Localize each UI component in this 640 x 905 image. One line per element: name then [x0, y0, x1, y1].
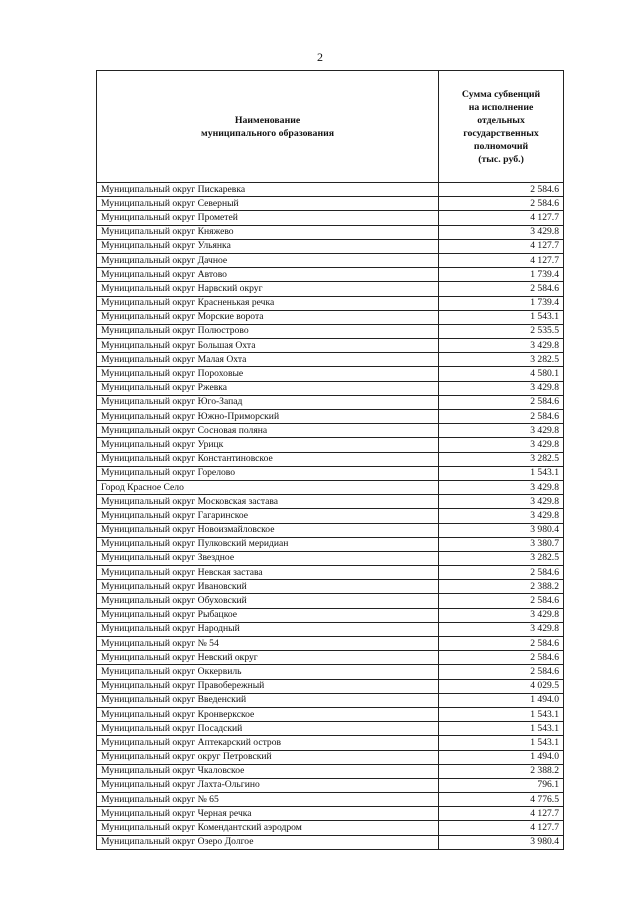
subvention-sum-cell: 1 494.0 — [439, 750, 564, 764]
table-row — [97, 637, 564, 651]
subvention-sum-cell: 2 535.5 — [439, 324, 564, 338]
subventions-table — [96, 70, 564, 850]
municipality-name-cell: Муниципальный округ Юго-Запад — [97, 395, 439, 409]
municipality-name-cell: Муниципальный округ Комендантский аэродром — [97, 821, 439, 835]
municipality-name-cell: Муниципальный округ Пороховые — [97, 367, 439, 381]
municipality-name-cell: Муниципальный округ Посадский — [97, 722, 439, 736]
municipality-name-cell: Муниципальный округ Введенский — [97, 693, 439, 707]
header-subvention-sum — [439, 71, 564, 183]
table-row — [97, 764, 564, 778]
municipality-name-cell: Муниципальный округ Гагаринское — [97, 509, 439, 523]
subvention-sum-cell: 3 282.5 — [439, 551, 564, 565]
table-row — [97, 424, 564, 438]
table-row — [97, 466, 564, 480]
subvention-sum-cell: 2 584.6 — [439, 594, 564, 608]
table-row — [97, 707, 564, 721]
municipality-name-cell: Муниципальный округ Прометей — [97, 211, 439, 225]
municipality-name-cell: Муниципальный округ Урицк — [97, 438, 439, 452]
table-row — [97, 608, 564, 622]
municipality-name-cell: Муниципальный округ Нарвский округ — [97, 282, 439, 296]
subvention-sum-cell: 3 429.8 — [439, 622, 564, 636]
municipality-name-cell: Муниципальный округ Невская застава — [97, 566, 439, 580]
subvention-sum-cell: 1 543.1 — [439, 707, 564, 721]
subvention-sum-cell: 1 739.4 — [439, 296, 564, 310]
subvention-sum-cell: 1 543.1 — [439, 310, 564, 324]
municipality-name-cell: Муниципальный округ Невский округ — [97, 651, 439, 665]
table-row — [97, 268, 564, 282]
municipality-name-cell: Муниципальный округ Северный — [97, 197, 439, 211]
header-sum-line: полномочий — [473, 140, 529, 152]
subvention-sum-cell: 2 584.6 — [439, 410, 564, 424]
subvention-sum-cell: 4 029.5 — [439, 679, 564, 693]
table-row — [97, 523, 564, 537]
subvention-sum-cell: 3 980.4 — [439, 835, 564, 849]
table-row — [97, 339, 564, 353]
subvention-sum-cell: 2 584.6 — [439, 183, 564, 197]
table-row — [97, 480, 564, 494]
subvention-sum-cell: 4 127.7 — [439, 807, 564, 821]
table-row — [97, 594, 564, 608]
table-row — [97, 736, 564, 750]
table-row — [97, 835, 564, 849]
table-row — [97, 537, 564, 551]
subvention-sum-cell: 2 584.6 — [439, 637, 564, 651]
subvention-sum-cell: 4 127.7 — [439, 821, 564, 835]
municipality-name-cell: Муниципальный округ Московская застава — [97, 495, 439, 509]
table-row — [97, 665, 564, 679]
municipality-name-cell: Муниципальный округ Ульянка — [97, 239, 439, 253]
subvention-sum-cell: 2 584.6 — [439, 566, 564, 580]
municipality-name-cell: Муниципальный округ Озеро Долгое — [97, 835, 439, 849]
subvention-sum-cell: 4 776.5 — [439, 793, 564, 807]
table-row — [97, 551, 564, 565]
municipality-name-cell: Муниципальный округ Пулковский меридиан — [97, 537, 439, 551]
header-sum-line: (тыс. руб.) — [478, 153, 524, 165]
table-row — [97, 778, 564, 792]
municipality-name-cell: Муниципальный округ Правобережный — [97, 679, 439, 693]
subvention-sum-cell: 3 429.8 — [439, 495, 564, 509]
municipality-name-cell: Муниципальный округ Красненькая речка — [97, 296, 439, 310]
municipality-name-cell: Муниципальный округ Рыбацкое — [97, 608, 439, 622]
table-row — [97, 367, 564, 381]
subvention-sum-cell: 2 388.2 — [439, 764, 564, 778]
table-row — [97, 679, 564, 693]
municipality-name-cell: Муниципальный округ Пискаревка — [97, 183, 439, 197]
subvention-sum-cell: 3 429.8 — [439, 424, 564, 438]
table-row — [97, 495, 564, 509]
subvention-sum-cell: 796.1 — [439, 778, 564, 792]
subvention-sum-cell: 3 980.4 — [439, 523, 564, 537]
subvention-sum-cell: 2 584.6 — [439, 651, 564, 665]
table-header-row — [97, 71, 564, 183]
table-row — [97, 793, 564, 807]
municipality-name-cell: Муниципальный округ № 54 — [97, 637, 439, 651]
subvention-sum-cell: 3 429.8 — [439, 509, 564, 523]
header-name-line: муниципального образования — [201, 127, 335, 139]
subvention-sum-cell: 1 543.1 — [439, 722, 564, 736]
subvention-sum-cell: 3 429.8 — [439, 339, 564, 353]
subvention-sum-cell: 3 429.8 — [439, 381, 564, 395]
header-municipality-name — [97, 71, 439, 183]
table-row — [97, 253, 564, 267]
table-row — [97, 438, 564, 452]
municipality-name-cell: Муниципальный округ Полюстрово — [97, 324, 439, 338]
municipality-name-cell: Муниципальный округ Морские ворота — [97, 310, 439, 324]
subvention-sum-cell: 3 429.8 — [439, 438, 564, 452]
municipality-name-cell: Муниципальный округ Большая Охта — [97, 339, 439, 353]
page-number: 2 — [317, 50, 323, 64]
subvention-sum-cell: 1 494.0 — [439, 693, 564, 707]
table-row — [97, 197, 564, 211]
subvention-sum-cell: 2 584.6 — [439, 282, 564, 296]
table-row — [97, 239, 564, 253]
municipality-name-cell: Муниципальный округ Константиновское — [97, 452, 439, 466]
header-sum-line: Сумма субвенций — [461, 88, 541, 100]
subvention-sum-cell: 3 429.8 — [439, 480, 564, 494]
municipality-name-cell: Муниципальный округ Горелово — [97, 466, 439, 480]
table-row — [97, 282, 564, 296]
table-row — [97, 324, 564, 338]
table-row — [97, 807, 564, 821]
table-row — [97, 353, 564, 367]
subvention-sum-cell: 2 388.2 — [439, 580, 564, 594]
subvention-sum-cell: 3 429.8 — [439, 225, 564, 239]
municipality-name-cell: Муниципальный округ Черная речка — [97, 807, 439, 821]
table-row — [97, 622, 564, 636]
municipality-name-cell: Муниципальный округ округ Петровский — [97, 750, 439, 764]
municipality-name-cell: Муниципальный округ Сосновая поляна — [97, 424, 439, 438]
table-row — [97, 183, 564, 197]
municipality-name-cell: Город Красное Село — [97, 480, 439, 494]
municipality-name-cell: Муниципальный округ № 65 — [97, 793, 439, 807]
table-row — [97, 452, 564, 466]
table-row — [97, 395, 564, 409]
municipality-name-cell: Муниципальный округ Княжево — [97, 225, 439, 239]
table-row — [97, 509, 564, 523]
municipality-name-cell: Муниципальный округ Дачное — [97, 253, 439, 267]
table-body — [97, 183, 564, 850]
table-row — [97, 566, 564, 580]
table-row — [97, 296, 564, 310]
subvention-sum-cell: 4 127.7 — [439, 253, 564, 267]
municipality-name-cell: Муниципальный округ Автово — [97, 268, 439, 282]
municipality-name-cell: Муниципальный округ Народный — [97, 622, 439, 636]
municipality-name-cell: Муниципальный округ Ржевка — [97, 381, 439, 395]
table-row — [97, 410, 564, 424]
table-row — [97, 722, 564, 736]
municipality-name-cell: Муниципальный округ Обуховский — [97, 594, 439, 608]
table-row — [97, 821, 564, 835]
subvention-sum-cell: 2 584.6 — [439, 665, 564, 679]
municipality-name-cell: Муниципальный округ Малая Охта — [97, 353, 439, 367]
municipality-name-cell: Муниципальный округ Кронверкское — [97, 707, 439, 721]
municipality-name-cell: Муниципальный округ Ивановский — [97, 580, 439, 594]
subvention-sum-cell: 4 127.7 — [439, 211, 564, 225]
subvention-sum-cell: 2 584.6 — [439, 395, 564, 409]
table-row — [97, 651, 564, 665]
table-row — [97, 693, 564, 707]
municipality-name-cell: Муниципальный округ Звездное — [97, 551, 439, 565]
municipality-name-cell: Муниципальный округ Чкаловское — [97, 764, 439, 778]
table-row — [97, 225, 564, 239]
subvention-sum-cell: 3 282.5 — [439, 452, 564, 466]
header-sum-line: на исполнение — [468, 101, 534, 113]
municipality-name-cell: Муниципальный округ Оккервиль — [97, 665, 439, 679]
municipality-name-cell: Муниципальный округ Аптекарский остров — [97, 736, 439, 750]
subvention-sum-cell: 1 543.1 — [439, 466, 564, 480]
header-sum-line: отдельных — [477, 114, 525, 126]
subvention-sum-cell: 3 429.8 — [439, 608, 564, 622]
table-row — [97, 750, 564, 764]
table-row — [97, 580, 564, 594]
subvention-sum-cell: 2 584.6 — [439, 197, 564, 211]
table-row — [97, 211, 564, 225]
municipality-name-cell: Муниципальный округ Южно-Приморский — [97, 410, 439, 424]
municipality-name-cell: Муниципальный округ Новоизмайловское — [97, 523, 439, 537]
subvention-sum-cell: 4 580.1 — [439, 367, 564, 381]
municipality-name-cell: Муниципальный округ Лахта-Ольгино — [97, 778, 439, 792]
subvention-sum-cell: 1 739.4 — [439, 268, 564, 282]
subvention-sum-cell: 3 282.5 — [439, 353, 564, 367]
header-name-line: Наименование — [234, 114, 301, 126]
table-row — [97, 310, 564, 324]
header-sum-line: государственных — [463, 127, 539, 139]
subvention-sum-cell: 4 127.7 — [439, 239, 564, 253]
subvention-sum-cell: 3 380.7 — [439, 537, 564, 551]
subvention-sum-cell: 1 543.1 — [439, 736, 564, 750]
table-row — [97, 381, 564, 395]
